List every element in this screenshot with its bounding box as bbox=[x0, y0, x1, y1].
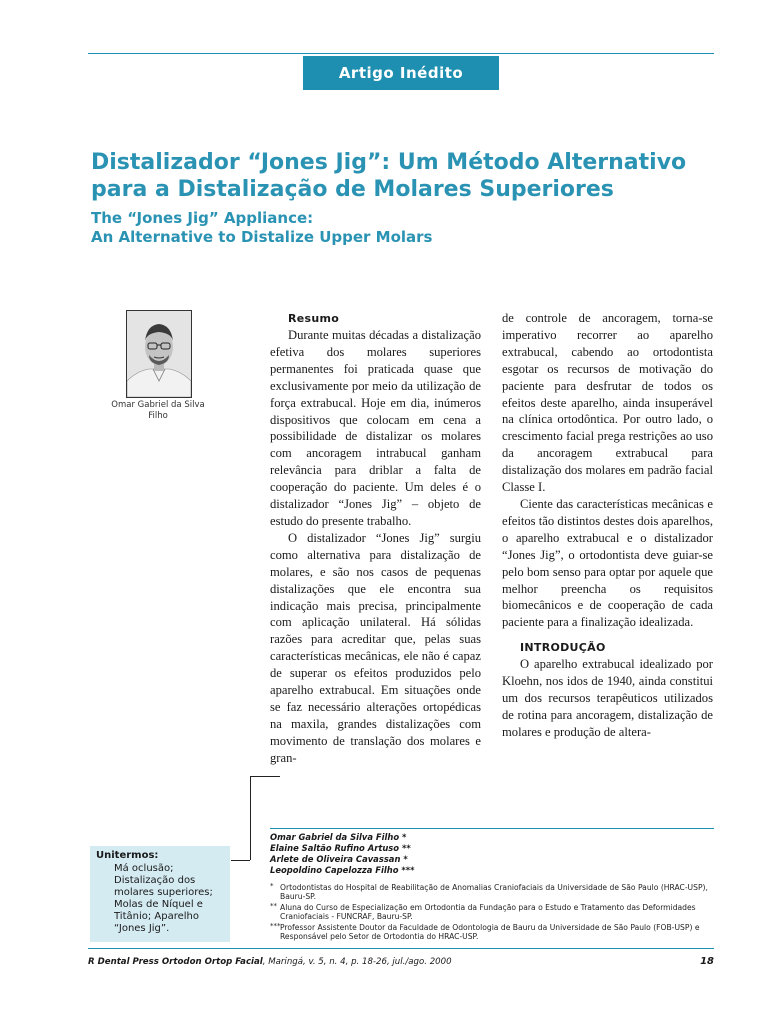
author-photo bbox=[126, 310, 192, 398]
note-3-mark: *** bbox=[270, 921, 281, 930]
resumo-heading: Resumo bbox=[288, 312, 340, 325]
resumo-paragraph-3: de controle de ancoragem, torna-se imperativo recorrer ao aparelho extrabucal, cabendo ao ortodontista esgotar os recursos de motivação do paciente para desfrutar de todos os efeitos deste aparelho, ainda insuperável na clínica ortodôntica. Por outro lado, o crescimento facial prega restrições ao uso da ancoragem extrabucal para distalização dos molares em padrão facial Classe I. bbox=[502, 311, 713, 495]
affiliation-notes bbox=[270, 883, 714, 942]
text-column-right bbox=[502, 310, 713, 741]
author-3: Arlete de Oliveira Cavassan * bbox=[270, 854, 408, 864]
author-2: Elaine Saltão Rufino Artuso ** bbox=[270, 843, 411, 853]
introducao-paragraph-1: O aparelho extrabucal idealizado por Kloehn, nos idos de 1940, ainda constitui um dos recursos terapêuticos utilizados de rotina para ancoragem, distalização de molares e produção de altera- bbox=[502, 657, 713, 739]
affiliation-note-3 bbox=[270, 923, 714, 942]
keyword-bracket-vertical bbox=[250, 776, 251, 860]
resumo-paragraph-4: Ciente das características mecânicas e efeitos tão distintos destes dois aparelhos, o aparelho extrabucal e o distalizador “Jones Jig”, o ortodontista deve guiar-se pelo bom senso para optar por aquele que melhor preencha os requisitos biomecânicos e de cooperação de cada paciente para a finalização idealizada. bbox=[502, 496, 713, 630]
author-portrait-image bbox=[127, 311, 191, 397]
title-en-line-1: The “Jones Jig” Appliance: bbox=[91, 209, 314, 227]
title-en-line-2: An Alternative to Distalize Upper Molars bbox=[91, 228, 433, 246]
note-1-text: Ortodontistas do Hospital de Reabilitação de Anomalias Craniofaciais da Universidade de São Paulo (HRAC-USP), Bauru-SP. bbox=[280, 883, 708, 902]
text-column-left bbox=[270, 310, 481, 767]
article-title-en bbox=[91, 209, 731, 247]
footer-citation bbox=[88, 957, 648, 968]
title-pt-line-1: Distalizador “Jones Jig”: Um Método Alternativo bbox=[91, 150, 687, 175]
photo-caption: Omar Gabriel da Silva Filho bbox=[111, 400, 205, 421]
keywords-box bbox=[90, 846, 230, 942]
author-4: Leopoldino Capelozza Filho *** bbox=[270, 865, 415, 875]
author-list bbox=[270, 832, 710, 876]
keywords-title: Unitermos: bbox=[96, 850, 159, 861]
header-rule bbox=[88, 53, 714, 54]
article-title-pt bbox=[91, 149, 731, 203]
title-pt-line-2: para a Distalização de Molares Superiores bbox=[91, 177, 614, 202]
citation-details: , Maringá, v. 5, n. 4, p. 18-26, jul./ago. 2000 bbox=[262, 957, 452, 967]
keywords-list: Má oclusão; Distalização dos molares superiores; Molas de Níquel e Titânio; Aparelho “Jones Jig”. bbox=[114, 863, 213, 934]
resumo-paragraph-2: O distalizador “Jones Jig” surgiu como alternativa para distalização de molares, e são nos casos de pequenas distalizações que ele encontra sua indicação mais precisa, principalmente com aplicação unilateral. Há sólidas razões para acreditar que, pelas suas características mecânicas, ele não é capaz de superar os efeitos produzidos pelo aparelho extrabucal. Em situações onde se faz necessário alterações ortopédicas na maxila, grandes distalizações com movimento de translação dos molares e gran- bbox=[270, 530, 481, 765]
note-1-mark: * bbox=[270, 882, 274, 890]
affiliation-note-2 bbox=[270, 903, 714, 922]
affiliation-note-1 bbox=[270, 883, 714, 902]
introducao-heading: INTRODUÇÃO bbox=[520, 641, 606, 655]
keyword-bracket-connector bbox=[231, 860, 250, 861]
journal-name: R Dental Press Ortodon Ortop Facial bbox=[88, 957, 263, 967]
author-1: Omar Gabriel da Silva Filho * bbox=[270, 832, 407, 842]
resumo-paragraph-1: Durante muitas décadas a distalização efetiva dos molares superiores permanentes foi praticada quase que exclusivamente por meio da utilização de força extrabucal. Hoje em dia, inúmeros dispositivos que colocam em cena a possibilidade de distalizar os molares com ancoragem intrabucal ganham relevância para driblar a falta de cooperação do paciente. Um deles é o distalizador “Jones Jig” – objeto de estudo do presente trabalho. bbox=[270, 328, 481, 528]
footer-rule bbox=[88, 948, 714, 949]
authors-rule bbox=[270, 828, 714, 829]
page-number: 18 bbox=[700, 956, 714, 967]
note-3-text: Professor Assistente Doutor da Faculdade de Odontologia de Bauru da Universidade de São Paulo (FOB-USP) e Responsável pelo Setor de Ortodontia do HRAC-USP. bbox=[280, 922, 700, 942]
note-2-text: Aluna do Curso de Especialização em Ortodontia da Fundação para o Estudo e Tratamento das Deformidades Craniofaciais - FUNCRAF, Bauru-SP. bbox=[280, 902, 696, 922]
section-label: Artigo Inédito bbox=[303, 56, 499, 90]
keyword-bracket-top bbox=[250, 776, 280, 777]
note-2-mark: ** bbox=[270, 901, 277, 910]
